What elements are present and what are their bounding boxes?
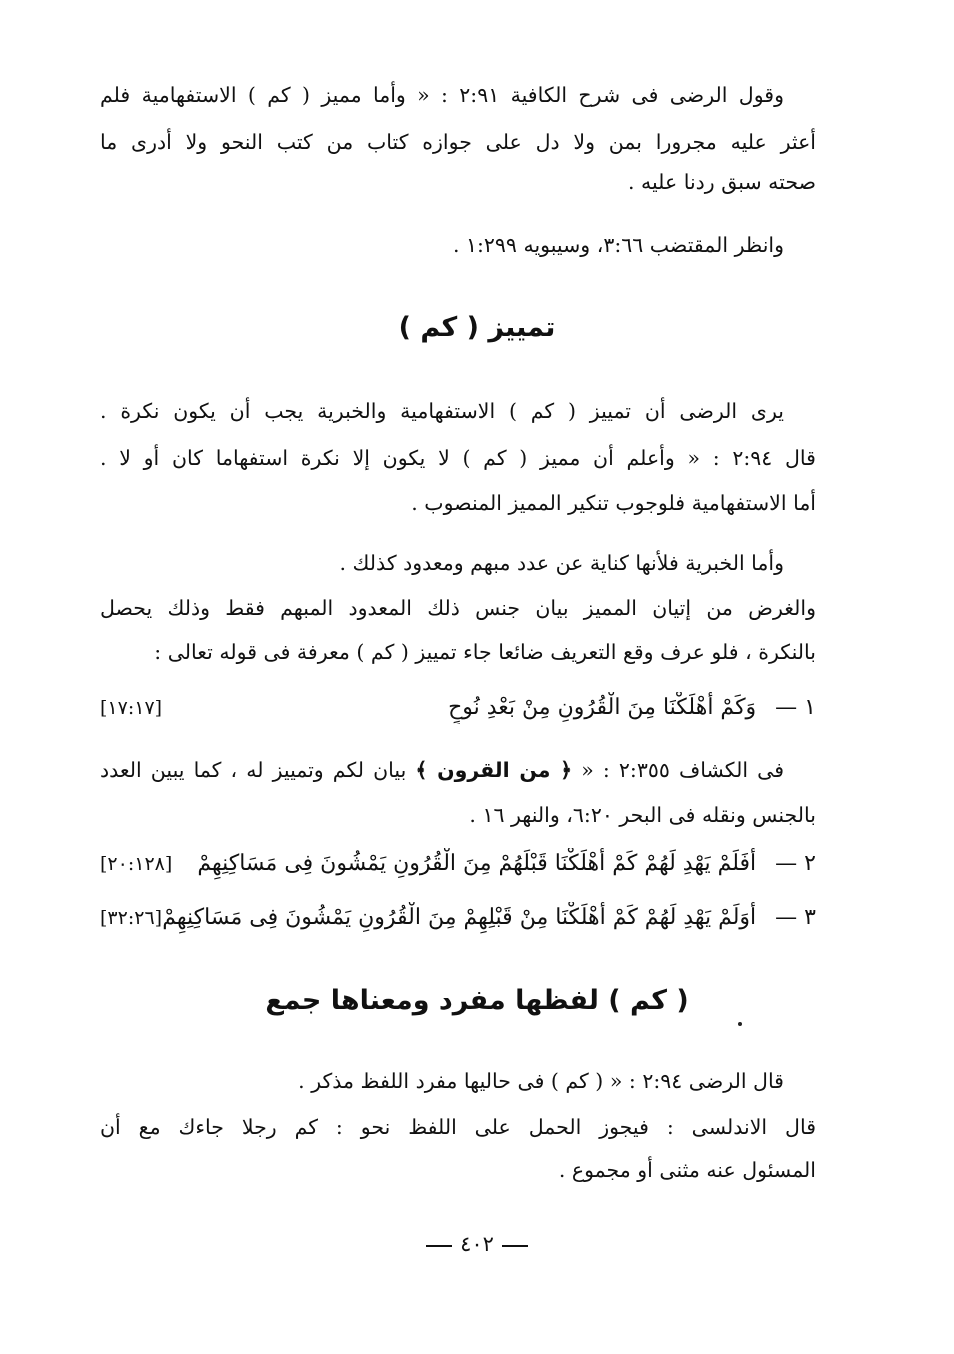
dash-decoration bbox=[502, 1245, 528, 1247]
paragraph-line: بالنكرة ، فلو عرف وقع التعريف ضائعا جاء تمييز ( كم ) معرفة فى قوله تعالى : bbox=[154, 640, 816, 664]
quoted-phrase: ﴿ من القرون ﴾ bbox=[415, 758, 573, 782]
verse-number: ٢ — bbox=[775, 851, 816, 876]
page-number-text: ٤٠٢ bbox=[460, 1232, 494, 1256]
paragraph-line: والغرض من إتيان المميز بيان جنس ذلك المعدود المبهم فقط وذلك يحصل bbox=[100, 596, 816, 620]
paragraph-line: يرى الرضى أن تمييز ( كم ) الاستفهامية والخبرية يجب أن يكون نكرة . bbox=[100, 399, 784, 423]
quran-verse bbox=[100, 692, 816, 724]
verse-reference: [١٧:١٧] bbox=[100, 697, 163, 719]
verse-reference: [٣٢:٢٦] bbox=[100, 907, 163, 929]
verse-text: وَكَمْ أَهْلَكْنَا مِنَ الْقُرُونِ مِنْ بَعْدِ نُوحٍ bbox=[448, 695, 757, 720]
paragraph-line: صحته سبق ردنا عليه . bbox=[627, 170, 816, 194]
dash-decoration bbox=[426, 1245, 452, 1247]
paragraph-line bbox=[100, 755, 784, 785]
verse-text: أَفَلَمْ يَهْدِ لَهُمْ كَمْ أَهْلَكْنَا قَبْلَهُمْ مِنَ الْقُرُونِ يَمْشُونَ فِى مَسَاكِنِهِمْ bbox=[197, 851, 757, 876]
paragraph-line: قال الاندلسى : فيجوز الحمل على اللفظ نحو : كم رجلا جاءك مع أن bbox=[100, 1115, 816, 1139]
paragraph-line: وأما الخبرية فلأنها كناية عن عدد مبهم ومعدود كذلك . bbox=[339, 551, 784, 575]
verse-text: أَوَلَمْ يَهْدِ لَهُمْ كَمْ أَهْلَكْنَا مِنْ قَبْلِهِمْ مِنَ الْقُرُونِ يَمْشُونَ فِى مَسَاكِنِهِمْ bbox=[162, 905, 757, 930]
paragraph-line: أعثر عليه مجرورا بمن ولا دل على جوازه كتاب من كتب النحو ولا أدرى ما bbox=[100, 130, 816, 154]
paragraph-line: وقول الرضى فى شرح الكافية ٢:٩١ : « وأما مميز ( كم ) الاستفهامية فلم bbox=[100, 83, 784, 107]
section-heading: تمييز ( كم ) bbox=[398, 312, 556, 343]
paragraph-line: أما الاستفهامية فلوجوب تنكير المميز المنصوب . bbox=[411, 491, 816, 515]
paragraph-line: المسئول عنه مثنى أو مجموع . bbox=[558, 1158, 816, 1182]
verse-number: ٣ — bbox=[775, 905, 816, 930]
paragraph-line: قال ٢:٩٤ : « وأعلم أن مميز ( كم ) لا يكون إلا نكرة استفهاما كان أو لا . bbox=[100, 446, 816, 470]
text-fragment: بيان لكم وتمييز له ، كما يبين العدد bbox=[100, 758, 407, 782]
verse-number: ١ — bbox=[775, 695, 816, 720]
scan-speck bbox=[738, 1022, 742, 1026]
page-number bbox=[0, 1232, 954, 1256]
text-fragment: فى الكشاف ٢:٣٥٥ : « bbox=[581, 758, 784, 782]
quran-verse bbox=[100, 902, 816, 934]
paragraph-line: بالجنس ونقله فى البحر ٦:٢٠، والنهر ١٦ . bbox=[469, 803, 816, 827]
paragraph-line: وانظر المقتضب ٣:٦٦، وسيبويه ١:٢٩٩ . bbox=[452, 233, 784, 257]
verse-reference: [٢٠:١٢٨] bbox=[100, 853, 173, 875]
paragraph-line: قال الرضى ٢:٩٤ : « ( كم ) فى حاليها مفرد اللفظ مذكر . bbox=[298, 1069, 784, 1093]
section-heading: ( كم ) لفظها مفرد ومعناها جمع bbox=[265, 985, 689, 1016]
quran-verse bbox=[100, 848, 816, 880]
